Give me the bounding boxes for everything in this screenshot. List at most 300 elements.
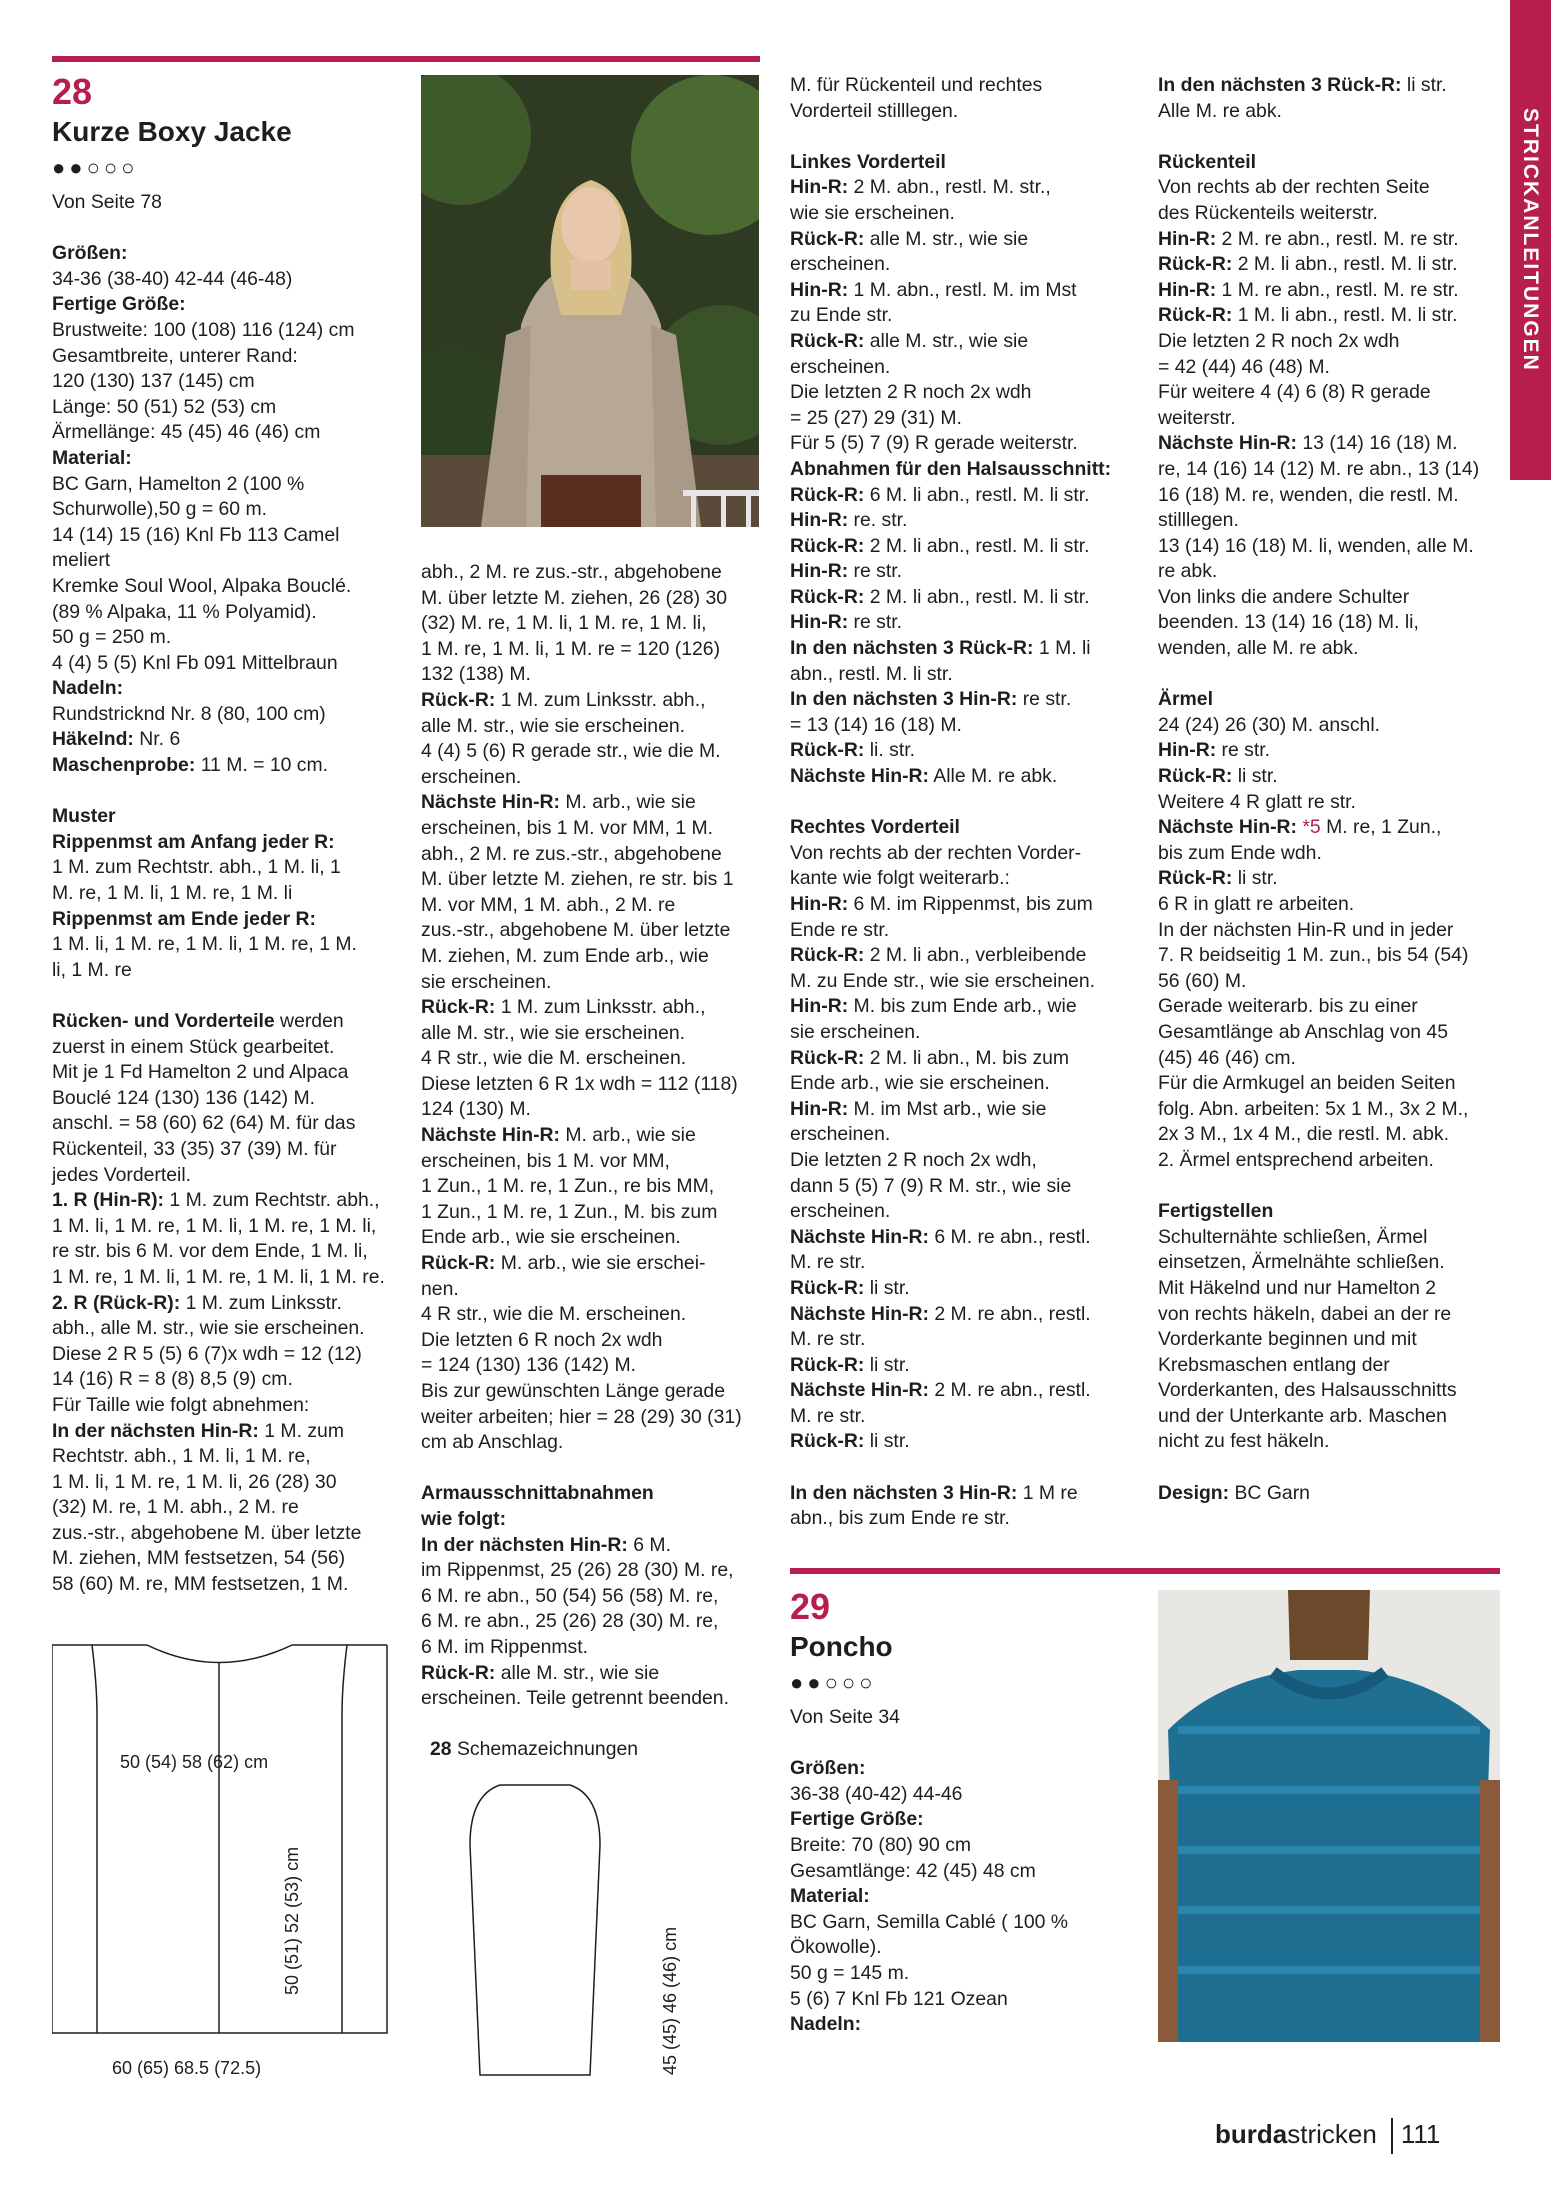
text-line <box>421 1481 766 1507</box>
text-run: M. ziehen, M. zum Ende arb., wie <box>421 944 709 967</box>
text-line <box>790 994 1140 1020</box>
text-run: 6 M. re abn., restl. <box>928 1225 1091 1248</box>
text-line <box>790 1302 1140 1328</box>
text-run: Die letzten 2 R noch 2x wdh, <box>790 1148 1037 1171</box>
text-run: 124 (130) M. <box>421 1098 531 1121</box>
text-run: Krebsmaschen entlang der <box>1158 1353 1390 1376</box>
bold-run: 2. R (Rück-R): <box>52 1291 181 1314</box>
text-line <box>52 804 407 830</box>
text-run: 4 (4) 5 (5) Knl Fb 091 Mittelbraun <box>52 651 338 674</box>
bold-run: Rück-R: <box>790 944 865 967</box>
text-line <box>790 1429 1140 1455</box>
text-line <box>1158 1404 1503 1430</box>
text-run: 1 M. abn., restl. M. im Mst <box>848 278 1077 301</box>
text-run: abh., alle M. str., wie sie erscheinen. <box>52 1317 365 1340</box>
text-run: li str. <box>1232 765 1278 788</box>
text-run: weiterstr. <box>1158 406 1236 429</box>
text-line <box>52 267 407 293</box>
text-run: Gesamtlänge: 42 (45) 48 cm <box>790 1859 1036 1882</box>
jacket-photo <box>421 75 759 527</box>
text-line <box>52 932 407 958</box>
text-line <box>421 1635 766 1661</box>
pattern-title: Poncho <box>790 1631 893 1662</box>
text-run: BC Garn, Hamelton 2 (100 % <box>52 472 305 495</box>
text-run: 2x 3 M., 1x 4 M., die restl. M. abk. <box>1158 1123 1449 1146</box>
text-run: cm ab Anschlag. <box>421 1431 564 1454</box>
text-line <box>52 651 407 677</box>
text-line <box>52 446 407 472</box>
poncho-photo <box>1158 1590 1500 2042</box>
text-line <box>1158 1020 1503 1046</box>
text-line <box>1158 1481 1503 1507</box>
text-line <box>52 830 407 856</box>
text-run: M. zu Ende str., wie sie erscheinen. <box>790 969 1096 992</box>
text-line <box>790 73 1140 99</box>
text-line <box>421 995 766 1021</box>
text-run: re str. <box>848 560 903 583</box>
text-line <box>52 600 407 626</box>
bold-run: Fertige Größe: <box>52 293 186 316</box>
text-run: abn., restl. M. li str. <box>790 662 953 685</box>
bold-run: Hin-R: <box>790 176 849 199</box>
text-line <box>1158 1378 1503 1404</box>
text-line <box>52 420 407 446</box>
text-run: alle M. str., wie sie <box>864 329 1029 352</box>
text-run: 2. Ärmel entsprechend arbeiten. <box>1158 1148 1434 1171</box>
text-run: 2 M. li abn., restl. M. li str. <box>864 534 1090 557</box>
source-reference: Von Seite 78 <box>52 191 162 213</box>
text-run: M. über letzte M. ziehen, 26 (28) 30 <box>421 586 728 609</box>
text-run: erscheinen. <box>790 355 891 378</box>
text-run: Vorderkante beginnen und mit <box>1158 1328 1417 1351</box>
text-line <box>421 1533 766 1559</box>
text-run: 5 (6) 7 Knl Fb 121 Ozean <box>790 1987 1008 2010</box>
text-line <box>1158 406 1503 432</box>
bold-run: Häkelnd: <box>52 728 134 751</box>
text-line <box>1158 585 1503 611</box>
bold-run: Rück-R: <box>1158 304 1233 327</box>
pattern-number: 29 <box>790 1586 831 1627</box>
bold-run: Rück-R: <box>1158 765 1233 788</box>
text-run: 16 (18) M. re, wenden, die restl. M. <box>1158 483 1459 506</box>
text-run: 2 M. re abn., restl. <box>928 1379 1091 1402</box>
text-line <box>790 1353 1140 1379</box>
text-line <box>52 1521 407 1547</box>
section-tab <box>1510 0 1551 480</box>
text-line <box>52 1137 407 1163</box>
text-line <box>52 1495 407 1521</box>
text-line <box>790 1961 1135 1987</box>
bold-run: Armausschnittabnahmen <box>421 1482 654 1505</box>
text-run: re str. <box>1216 739 1271 762</box>
text-block <box>52 241 407 1597</box>
bold-run: Rück-R: <box>1158 253 1233 276</box>
text-run: Länge: 50 (51) 52 (53) cm <box>52 395 277 418</box>
text-line <box>421 1174 766 1200</box>
bold-run: Rücken- und Vorderteile <box>52 1010 275 1032</box>
text-run: Schurwolle),50 g = 60 m. <box>52 498 268 521</box>
text-run: = 124 (130) 136 (142) M. <box>421 1354 637 1377</box>
pattern-29-column <box>790 1585 1135 2038</box>
text-run: Schulternähte schließen, Ärmel <box>1158 1225 1428 1248</box>
text-line <box>790 1807 1135 1833</box>
text-line <box>1158 483 1503 509</box>
text-line <box>421 1430 766 1456</box>
text-line <box>790 1020 1140 1046</box>
bold-run: Hin-R: <box>1158 227 1217 250</box>
text-line <box>421 1558 766 1584</box>
text-line <box>52 702 407 728</box>
text-run: 1 M. zum Rechtstr. abh., <box>164 1189 380 1212</box>
text-line <box>1158 815 1503 841</box>
text-run: 2 M. re abn., restl. <box>928 1302 1091 1325</box>
text-run: sie erscheinen. <box>421 970 552 993</box>
text-line <box>1158 431 1503 457</box>
text-line <box>52 1265 407 1291</box>
column-4 <box>1158 73 1503 1506</box>
text-run: (32) M. re, 1 M. li, 1 M. re, 1 M. li, <box>421 612 707 635</box>
bold-run: Rück-R: <box>790 227 865 250</box>
sleeve-schema-drawing <box>460 1775 660 2085</box>
text-line <box>421 1072 766 1098</box>
text-run: 1 M. zum Linksstr. <box>180 1291 342 1314</box>
bold-run: Größen: <box>52 242 128 265</box>
text-run: M. re str. <box>790 1328 866 1351</box>
text-run: re, 14 (16) 14 (12) M. re abn., 13 (14) <box>1158 457 1480 480</box>
bold-run: Nächste Hin-R: <box>421 791 560 814</box>
text-line <box>790 1378 1140 1404</box>
text-line <box>790 1250 1140 1276</box>
bold-run: Rippenmst am Anfang jeder R: <box>52 830 335 853</box>
text-run: *5 <box>1296 816 1321 839</box>
text-run: M. bis zum Ende arb., wie <box>848 995 1077 1018</box>
text-run: M. arb., wie sie <box>559 791 696 814</box>
text-run: nicht zu fest häkeln. <box>1158 1430 1330 1453</box>
text-line <box>790 1276 1140 1302</box>
text-line <box>1158 1327 1503 1353</box>
bold-run: In den nächsten 3 Rück-R: <box>1158 74 1402 96</box>
bold-run: Nächste Hin-R: <box>790 765 929 788</box>
bold-run: Nächste Hin-R: <box>1158 816 1297 839</box>
text-run: Von links die andere Schulter <box>1158 585 1410 608</box>
text-run: 1 M. li, 1 M. re, 1 M. li, 1 M. re, 1 M. li, <box>52 1214 377 1237</box>
bold-run: Design: <box>1158 1481 1230 1504</box>
text-line <box>52 1316 407 1342</box>
text-line <box>421 662 766 688</box>
text-line <box>421 1123 766 1149</box>
magazine-brand: burda <box>1215 2118 1288 2149</box>
text-line <box>790 1859 1135 1885</box>
text-run: abn., bis zum Ende re str. <box>790 1507 1010 1530</box>
pattern-number: 28 <box>52 71 93 112</box>
text-run: (45) 46 (46) cm. <box>1158 1046 1296 1069</box>
text-line <box>790 380 1140 406</box>
bold-run: Rück-R: <box>790 1430 865 1453</box>
blank-line <box>52 983 407 1009</box>
text-line <box>1158 994 1503 1020</box>
bold-run: Hin-R: <box>1158 278 1217 301</box>
text-run: zuerst in einem Stück gearbeitet. <box>52 1035 335 1058</box>
text-line <box>52 1367 407 1393</box>
text-run: Für weitere 4 (4) 6 (8) R gerade <box>1158 381 1431 404</box>
header-rule-28 <box>52 56 760 62</box>
text-line <box>790 252 1140 278</box>
column-3 <box>790 73 1140 1532</box>
text-run: li str. <box>864 1276 910 1299</box>
text-line <box>790 99 1140 125</box>
text-line <box>421 790 766 816</box>
text-run: In der nächsten Hin-R und in jeder <box>1158 918 1454 941</box>
text-run: 6 M. li abn., restl. M. li str. <box>864 483 1090 506</box>
bold-run: Größen: <box>790 1757 866 1780</box>
text-run: folg. Abn. arbeiten: 5x 1 M., 3x 2 M., <box>1158 1097 1469 1120</box>
text-line <box>790 585 1140 611</box>
text-line <box>421 867 766 893</box>
text-line <box>1158 1148 1503 1174</box>
text-line <box>1158 892 1503 918</box>
text-line <box>421 1149 766 1175</box>
text-line <box>790 918 1140 944</box>
text-line <box>790 943 1140 969</box>
bold-run: In den nächsten 3 Rück-R: <box>790 637 1034 660</box>
text-run: 7. R beidseitig 1 M. zun., bis 54 (54) <box>1158 944 1469 967</box>
text-line <box>790 1174 1140 1200</box>
text-run: 34-36 (38-40) 42-44 (46-48) <box>52 267 293 290</box>
text-line <box>790 227 1140 253</box>
text-line <box>790 303 1140 329</box>
text-run: 24 (24) 26 (30) M. anschl. <box>1158 713 1381 736</box>
text-run: M. im Mst arb., wie sie <box>848 1097 1047 1120</box>
text-run: erscheinen. <box>421 765 522 788</box>
text-run: Rundstricknd Nr. 8 (80, 100 cm) <box>52 702 326 725</box>
text-run: Mit je 1 Fd Hamelton 2 und Alpaca <box>52 1061 349 1084</box>
text-line <box>790 355 1140 381</box>
bold-run: Material: <box>52 446 132 469</box>
text-line <box>790 457 1140 483</box>
text-line <box>52 1444 407 1470</box>
bold-run: Rippenmst am Ende jeder R: <box>52 907 316 930</box>
bold-run: Rück-R: <box>790 1353 865 1376</box>
pattern-title: Kurze Boxy Jacke <box>52 116 292 147</box>
text-line <box>421 637 766 663</box>
text-line <box>790 1071 1140 1097</box>
text-line <box>790 1225 1140 1251</box>
bold-run: Maschenprobe: <box>52 754 196 777</box>
bold-run: Hin-R: <box>790 509 849 532</box>
text-line <box>790 1910 1135 1936</box>
text-line <box>790 483 1140 509</box>
text-line <box>421 1302 766 1328</box>
page-number: 111 <box>1400 2118 1441 2149</box>
text-run: 11 M. = 10 cm. <box>195 754 329 777</box>
text-line <box>790 738 1140 764</box>
text-run: alle M. str., wie sie <box>864 227 1029 250</box>
text-run: M. re, 1 M. li, 1 M. re, 1 M. li <box>52 882 293 905</box>
text-run: Nr. 6 <box>133 728 181 751</box>
text-line <box>1158 201 1503 227</box>
text-run: 2 M. li abn., restl. M. li str. <box>1232 253 1458 276</box>
text-run: alle M. str., wie sie erscheinen. <box>421 1021 686 1044</box>
bold-run: Hin-R: <box>790 278 849 301</box>
body-length-label: 50 (51) 52 (53) cm <box>282 1846 302 1995</box>
text-block <box>790 1756 1135 2038</box>
bold-run: Hin-R: <box>790 560 849 583</box>
text-line <box>790 1782 1135 1808</box>
text-run: 1 M re <box>1017 1481 1078 1504</box>
poncho-photo-illustration <box>1158 1590 1500 2042</box>
difficulty-rating: ●●○○○ <box>52 155 139 180</box>
text-line <box>1158 943 1503 969</box>
text-run: zus.-str., abgehobene M. über letzte <box>421 919 731 942</box>
text-run: Die letzten 6 R noch 2x wdh <box>421 1328 663 1351</box>
bold-run: Nächste Hin-R: <box>421 1124 560 1147</box>
text-run: 13 (14) 16 (18) M. li, wenden, alle M. <box>1158 534 1474 557</box>
text-run: Von rechts ab der rechten Seite <box>1158 176 1430 199</box>
sleeve-length-label: 45 (45) 46 (46) cm <box>660 1926 680 2075</box>
text-line <box>52 1419 407 1445</box>
text-run: 58 (60) M. re, MM festsetzen, 1 M. <box>52 1573 349 1596</box>
text-run: im Rippenmst, 25 (26) 28 (30) M. re, <box>421 1559 734 1582</box>
text-line <box>421 1200 766 1226</box>
text-line <box>790 431 1140 457</box>
text-run: 1 M. re abn., restl. M. re str. <box>1216 278 1459 301</box>
text-run: 4 R str., wie die M. erscheinen. <box>421 1303 687 1326</box>
text-run: re str. <box>848 611 903 634</box>
text-run: weiter arbeiten; hier = 28 (29) 30 (31) <box>421 1405 742 1428</box>
text-run: M. re str. <box>790 1404 866 1427</box>
text-run: li, 1 M. re <box>52 958 132 981</box>
text-line <box>790 150 1140 176</box>
bold-run: Fertigstellen <box>1158 1200 1274 1223</box>
text-line <box>1158 1302 1503 1328</box>
text-run: 1 Zun., 1 M. re, 1 Zun., M. bis zum <box>421 1200 718 1223</box>
text-line <box>1158 1122 1503 1148</box>
text-line <box>52 1214 407 1240</box>
text-line <box>52 523 407 549</box>
text-line <box>790 610 1140 636</box>
bold-run: Ärmel <box>1158 688 1213 711</box>
text-line <box>52 676 407 702</box>
bold-run: Rück-R: <box>790 534 865 557</box>
text-line <box>52 318 407 344</box>
text-run: erscheinen. <box>790 1123 891 1146</box>
text-line <box>1158 866 1503 892</box>
text-line <box>1158 687 1503 713</box>
text-line <box>52 241 407 267</box>
bold-run: Hin-R: <box>790 893 849 915</box>
text-line <box>790 1097 1140 1123</box>
text-line <box>790 175 1140 201</box>
text-run: M. über letzte M. ziehen, re str. bis 1 <box>421 868 734 891</box>
text-run: beenden. 13 (14) 16 (18) M. li, <box>1158 611 1419 634</box>
text-line <box>790 1987 1135 2013</box>
text-run: li str. <box>1401 74 1447 96</box>
bold-run: wie folgt: <box>421 1507 507 1530</box>
text-line <box>421 1379 766 1405</box>
text-line <box>790 1506 1140 1532</box>
text-run: Für 5 (5) 7 (9) R gerade weiterstr. <box>790 432 1078 455</box>
text-run: (89 % Alpaka, 11 % Polyamid). <box>52 600 317 623</box>
blank-line <box>52 779 407 805</box>
text-run: Rechtstr. abh., 1 M. li, 1 M. re, <box>52 1445 311 1468</box>
source-reference: Von Seite 34 <box>790 1706 900 1728</box>
text-run: Gesamtbreite, unterer Rand: <box>52 344 298 367</box>
text-run: Vorderkanten, des Halsausschnitts <box>1158 1379 1457 1402</box>
text-line <box>1158 508 1503 534</box>
text-run: 6 M. re abn., 50 (54) 56 (58) M. re, <box>421 1584 719 1607</box>
text-run: des Rückenteils weiterstr. <box>1158 201 1378 224</box>
bold-run: Muster <box>52 805 116 828</box>
text-line <box>421 739 766 765</box>
difficulty-rating: ●●○○○ <box>790 1670 877 1695</box>
text-line <box>421 586 766 612</box>
text-run: einsetzen, Ärmelnähte schließen. <box>1158 1251 1445 1274</box>
text-run: 1 M. re, 1 M. li, 1 M. re = 120 (126) <box>421 637 721 660</box>
text-run: Ende arb., wie sie erscheinen. <box>421 1226 681 1249</box>
text-line <box>1158 329 1503 355</box>
text-line <box>421 970 766 996</box>
bold-run: Rück-R: <box>790 1046 865 1069</box>
text-line <box>52 958 407 984</box>
text-run: 1 M. zum <box>258 1419 344 1442</box>
text-run: Von rechts ab der rechten Vorder- <box>790 841 1082 864</box>
text-run: 6 M. im Rippenmst, bis zum <box>848 893 1093 915</box>
text-line <box>1158 1071 1503 1097</box>
text-line <box>790 278 1140 304</box>
text-line <box>1158 1276 1503 1302</box>
text-line <box>790 2012 1135 2038</box>
text-line <box>421 1686 766 1712</box>
text-line <box>790 866 1140 892</box>
text-line <box>790 1327 1140 1353</box>
text-line <box>790 1833 1135 1859</box>
text-run: kante wie folgt weiterarb.: <box>790 867 1010 890</box>
text-run: 1 M. li, 1 M. re, 1 M. li, 26 (28) 30 <box>52 1470 337 1493</box>
text-line <box>790 1046 1140 1072</box>
text-line <box>1158 150 1503 176</box>
blank-line <box>790 124 1140 150</box>
blank-line <box>790 790 1140 816</box>
bold-run: Nächste Hin-R: <box>790 1379 929 1402</box>
text-line <box>1158 457 1503 483</box>
text-run: sie erscheinen. <box>790 1020 921 1043</box>
text-run: 6 R in glatt re arbeiten. <box>1158 893 1355 915</box>
bold-run: Hin-R: <box>790 1097 849 1120</box>
text-run: 2 M. abn., restl. M. str., <box>848 176 1051 199</box>
text-run: Gesamtlänge ab Anschlag von 45 <box>1158 1020 1448 1043</box>
text-run: M. arb., wie sie erschei- <box>495 1252 706 1275</box>
text-line <box>1158 380 1503 406</box>
text-run: abh., 2 M. re zus.-str., abgehobene <box>421 561 722 583</box>
text-line <box>52 907 407 933</box>
bold-run: Rück-R: <box>421 996 496 1019</box>
text-run: alle M. str., wie sie erscheinen. <box>421 714 686 737</box>
text-run: 4 R str., wie die M. erscheinen. <box>421 1047 687 1070</box>
schema-caption <box>430 1737 750 1763</box>
text-run: li str. <box>864 1353 910 1376</box>
text-line <box>790 559 1140 585</box>
text-run: Gerade weiterarb. bis zu einer <box>1158 995 1418 1018</box>
text-run: 14 (14) 15 (16) Knl Fb 113 Camel <box>52 523 340 546</box>
text-line <box>1158 73 1503 99</box>
text-line <box>52 1470 407 1496</box>
text-line <box>52 1572 407 1598</box>
jacket-photo-illustration <box>421 75 759 527</box>
text-line <box>1158 1199 1503 1225</box>
text-line <box>1158 1353 1503 1379</box>
bold-run: Rück-R: <box>790 739 865 762</box>
bold-run: Nächste Hin-R: <box>790 1225 929 1248</box>
